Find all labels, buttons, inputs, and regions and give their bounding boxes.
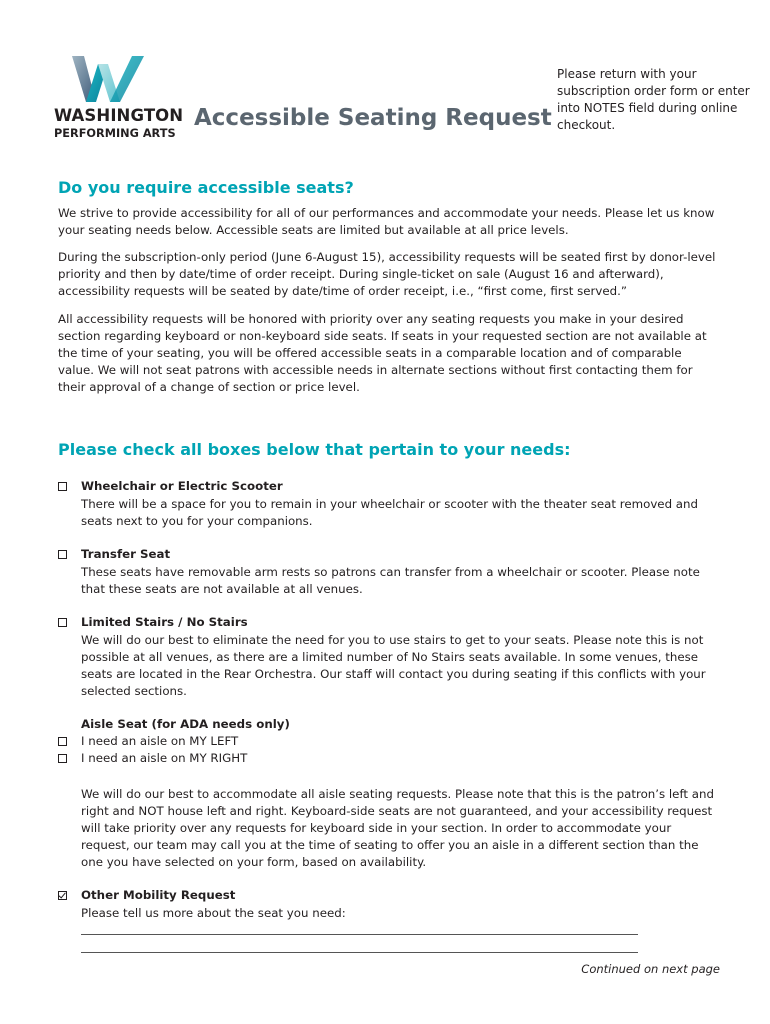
limited-stairs-checkbox[interactable] <box>58 618 67 627</box>
washington-performing-arts-logo <box>54 56 184 140</box>
wheelchair-checkbox[interactable] <box>58 482 67 491</box>
continued-note: Continued on next page <box>581 962 720 976</box>
aisle-left-label: I need an aisle on MY LEFT <box>81 734 239 748</box>
aisle-left-option <box>58 734 358 751</box>
transfer-seat-checkbox[interactable] <box>58 550 67 559</box>
intro-paragraph-3: All accessibility requests will be honored with priority over any seating requests you make in your desired section regarding keyboard or non-keyboard side seats. If seats in your requested section are not available at the time of your seating, you will be offered accessible seats in a comparable location and of comparable value. We will not seat patrons with accessible needs in alternate sections without first contacting them for their approval of a change of section or price level. <box>58 312 707 394</box>
w-logo-mark-icon <box>72 56 144 102</box>
page-title: Accessible Seating Request <box>194 105 552 131</box>
option-title: Wheelchair or Electric Scooter <box>81 479 283 493</box>
aisle-right-label: I need an aisle on MY RIGHT <box>81 751 248 765</box>
return-instructions: Please return with your subscription order form or enter into NOTES field during online checkout. <box>557 67 750 132</box>
aisle-left-checkbox[interactable] <box>58 737 67 746</box>
intro-paragraph-2: During the subscription-only period (June 6-August 15), accessibility requests will be seated first by donor-level priority and then by date/time of order receipt. During single-ticket on sale (August 16 and afterward), accessibility requests will be seated by date/time of order receipt, i.e., “first come, first served.” <box>58 250 716 298</box>
other-request-line-1[interactable] <box>81 934 638 935</box>
intro-paragraph-1: We strive to provide accessibility for all of our performances and accommodate your needs. Please let us know your seating needs below. Accessible seats are limited but available at all price levels. <box>58 206 715 237</box>
option-title: Limited Stairs / No Stairs <box>81 615 248 629</box>
option-description: We will do our best to eliminate the need for you to use stairs to get to your seats. Please note this is not possible at all venues, as there are a limited number of No Stairs seats available. In some venues, these seats are located in the Rear Orchestra. Our staff will contact you during seating if this conflicts with your selected sections. <box>81 633 706 698</box>
needs-heading: Please check all boxes below that pertain to your needs: <box>58 440 571 459</box>
option-description: These seats have removable arm rests so patrons can transfer from a wheelchair or scooter. Please note that these seats are not available at all venues. <box>81 565 700 596</box>
option-title: Other Mobility Request <box>81 888 236 902</box>
intro-heading: Do you require accessible seats? <box>58 178 354 197</box>
aisle-right-checkbox[interactable] <box>58 754 67 763</box>
other-mobility-checkbox[interactable] <box>58 891 67 900</box>
logo-text-performing-arts: PERFORMING ARTS <box>54 127 176 140</box>
other-mobility-prompt: Please tell us more about the seat you need: <box>81 906 346 920</box>
option-title: Transfer Seat <box>81 547 171 561</box>
logo-text-washington: WASHINGTON <box>54 106 184 125</box>
aisle-right-option <box>58 751 358 768</box>
aisle-seat-note: We will do our best to accommodate all aisle seating requests. Please note that this is the patron’s left and right and NOT house left and right. Keyboard-side seats are not guaranteed, and your accessibility request will take priority over any requests for keyboard side in your section. In order to accommodate your request, our team may call you at the time of seating to offer you an aisle in a different section than the one you have selected on your form, based on availability. <box>81 787 714 869</box>
option-description: There will be a space for you to remain in your wheelchair or scooter with the theater seat removed and seats next to you for your companions. <box>81 497 698 528</box>
aisle-seat-title: Aisle Seat (for ADA needs only) <box>81 717 290 731</box>
other-request-line-2[interactable] <box>81 952 638 953</box>
